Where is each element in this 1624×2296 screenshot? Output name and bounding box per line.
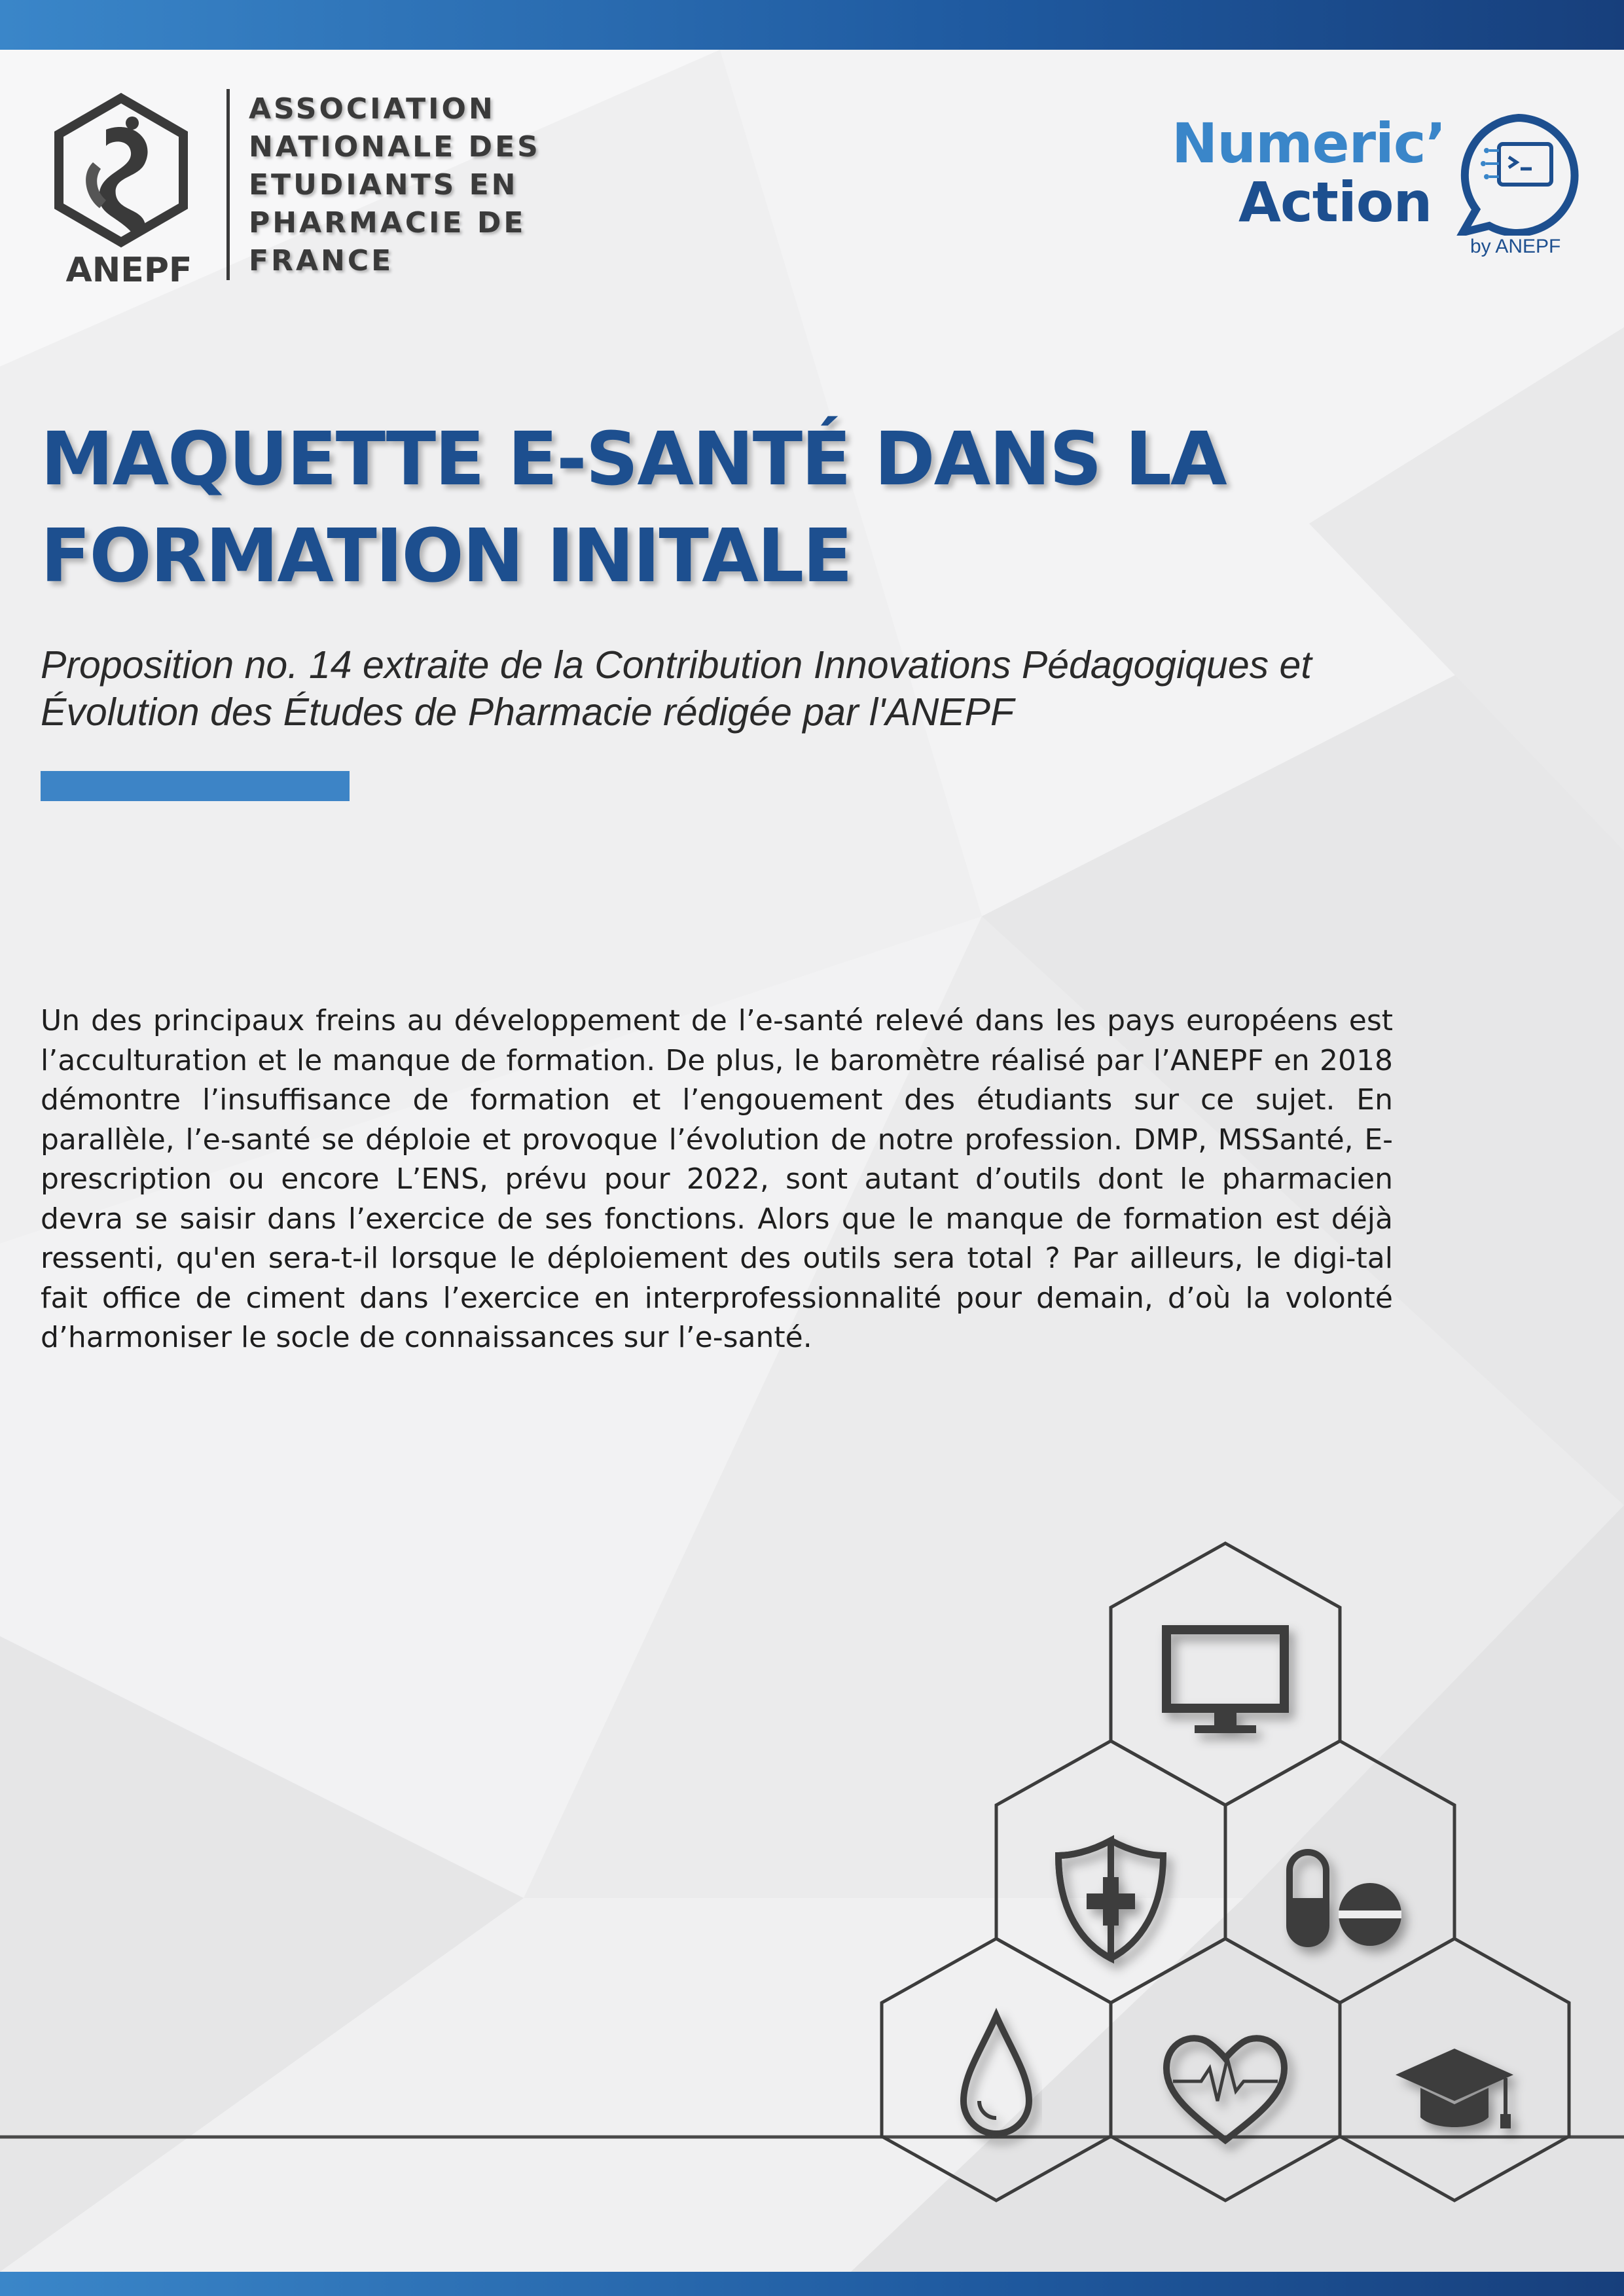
numeric-action-byline: by ANEPF xyxy=(1470,236,1561,257)
top-color-bar xyxy=(0,0,1624,50)
anepf-logo xyxy=(34,84,224,287)
numeric-action-line2: Action xyxy=(1238,170,1432,234)
pills-icon xyxy=(1290,1852,1401,1946)
speech-bubble-code-icon xyxy=(1450,111,1587,236)
accent-bar xyxy=(41,771,350,801)
logo-divider xyxy=(226,89,230,280)
shield-cross-icon xyxy=(1058,1840,1163,1958)
drop-icon xyxy=(964,2016,1029,2134)
association-line-1: ASSOCIATION xyxy=(249,92,496,126)
association-line-2: NATIONALE DES xyxy=(249,130,541,164)
page-title-line-2: FORMATION INITALE xyxy=(41,514,852,599)
bottom-color-bar xyxy=(0,2272,1624,2296)
anepf-logo-label: ANEPF xyxy=(65,251,192,287)
subtitle: Proposition no. 14 extraite de la Contribution Innovations Pédagogiques et Évolution des Études de Pharmacie rédigée par l'ANEPF xyxy=(41,643,1312,734)
body-paragraph: Un des principaux freins au développement de l’e-santé relevé dans les pays européens est l’acculturation et le manque de formation. De plus, le baromètre réalisé par l’ANEPF en 2018 démontre l’insuffisance de formation et l’engouement des étudiants sur ce sujet. En parallèle, l’e-santé se déploie et provoque l’évolution de notre profession. DMP, MSSanté, E-prescription ou encore L’ENS, prévu pour 2022, sont autant d’outils dont le pharmacien devra se saisir dans l’exercice de ses fonctions. Alors que le manque de formation est déjà ressenti, qu'en sera-t-il lorsque le déploiement des outils sera total ? Par ailleurs, le digi-tal fait office de ciment dans l’exercice en interprofessionnalité pour demain, d’où la volonté d’harmoniser le socle de connaissances sur l’e-santé. xyxy=(41,1004,1393,1354)
association-line-4: PHARMACIE DE xyxy=(249,206,526,240)
association-line-5: FRANCE xyxy=(249,244,394,278)
hexagon-icon-cluster xyxy=(851,1525,1624,2219)
numeric-action-line1: Numeric’ xyxy=(1172,111,1446,175)
monitor-icon xyxy=(1166,1630,1284,1733)
association-line-3: ETUDIANTS EN xyxy=(249,168,518,202)
heart-pulse-icon xyxy=(1166,2038,1284,2140)
association-name xyxy=(249,90,615,280)
page-title xyxy=(41,411,1415,605)
graduation-cap-icon xyxy=(1396,2049,1513,2128)
numeric-action-logo xyxy=(1172,111,1591,268)
page-title-line-1: MAQUETTE E-SANTÉ DANS LA xyxy=(41,417,1226,502)
